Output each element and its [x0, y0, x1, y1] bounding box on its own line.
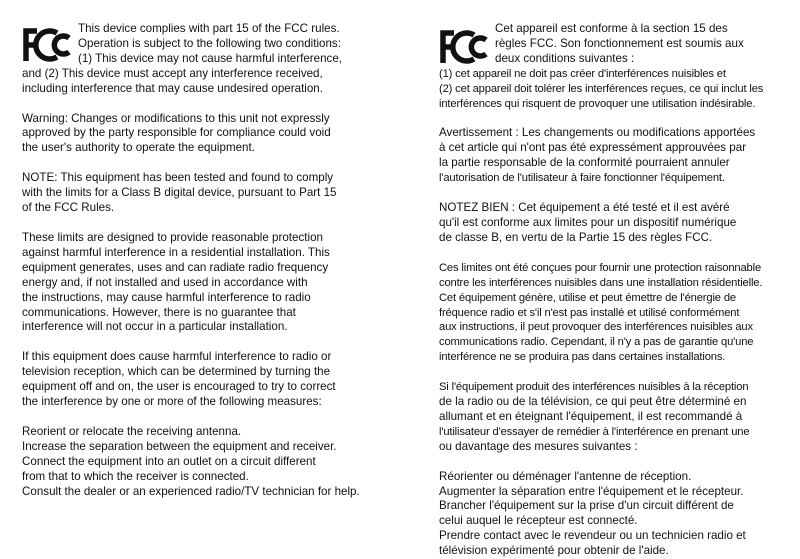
warning-line: approved by the party responsible for compliance could void — [22, 126, 331, 140]
note-line: NOTE: This equipment has been tested and found to comply — [22, 171, 334, 185]
limits-line: fréquence radio et s'il n'est pas installé et utilisé conformément — [439, 306, 740, 319]
limits-line: energy and, if not installed and used in accordance with — [22, 275, 308, 289]
measure-line: Increase the separation between the equipment and receiver. — [22, 439, 337, 453]
intro-line-3: deux conditions suivantes : — [495, 51, 635, 65]
intro-line-4: and (2) This device must accept any interference received, — [22, 66, 323, 80]
limits-line: the instructions, may cause harmful interference to radio — [22, 290, 311, 304]
fcc-logo-icon — [439, 28, 491, 66]
measure-line: Connect the equipment into an outlet on a circuit different — [22, 454, 316, 468]
if-harmful-line: Si l'équipement produit des interférences nuisibles à la réception — [439, 381, 749, 394]
limits-line: These limits are designed to provide reasonable protection — [22, 230, 323, 244]
english-column — [22, 22, 360, 499]
limits-line: Ces limites ont été conçues pour fournir une protection raisonnable — [439, 261, 762, 274]
measure-line: Prendre contact avec le revendeur ou un technicien radio et — [439, 529, 746, 543]
limits-line: against harmful interference in a residential installation. This — [22, 245, 330, 259]
limits-line: communications radio. Cependant, il n'y a pas de garantie qu'une — [439, 336, 754, 349]
if-harmful-line: de la radio ou de la télévision, ce qui peut être déterminé en — [439, 395, 747, 409]
intro-line-1: This device complies with part 15 of the FCC rules. — [78, 22, 340, 35]
limits-line: interférence ne se produira pas dans certaines installations. — [439, 351, 726, 364]
limits-line: Cet équipement génère, utilise et peut émettre de l'énergie de — [439, 291, 736, 304]
measure-line: Augmenter la séparation entre l'équipement et le récepteur. — [439, 484, 744, 498]
intro-line-6: interférences qui risquent de provoquer une utilisation indésirable. — [439, 97, 756, 110]
if-harmful-line: equipment off and on, the user is encouraged to try to correct — [22, 380, 336, 394]
intro-line-3: (1) This device may not cause harmful interference, — [78, 51, 342, 65]
note-line: NOTEZ BIEN : Cet équipement a été testé et il est avéré — [439, 201, 730, 215]
limits-line: equipment generates, uses and can radiate radio frequency — [22, 260, 329, 274]
limits-line: communications. However, there is no guarantee that — [22, 305, 296, 319]
limits-line: interference will not occur in a particular installation. — [22, 320, 288, 334]
note-line: de classe B, en vertu de la Partie 15 des règles FCC. — [439, 230, 713, 244]
measure-line: Réorienter ou déménager l'antenne de réception. — [439, 469, 692, 483]
note-line: with the limits for a Class B digital device, pursuant to Part 15 — [22, 186, 337, 200]
measure-line: Reorient or relocate the receiving antenna. — [22, 424, 242, 438]
limits-line: aux instructions, il peut provoquer des interférences nuisibles aux — [439, 321, 753, 334]
intro-line-4: (1) cet appareil ne doit pas créer d'interférences nuisibles et — [439, 67, 726, 80]
if-harmful-line: l'utilisateur d'essayer de remédier à l'interférence en prenant une — [439, 425, 750, 438]
note-line: qu'il est conforme aux limites pour un dispositif numérique — [439, 215, 737, 229]
measure-line: télévision expérimenté pour obtenir de l'aide. — [439, 544, 669, 558]
fcc-logo-icon — [22, 26, 74, 64]
warning-line: l'autorisation de l'utilisateur à faire fonctionner l'équipement. — [439, 172, 725, 185]
if-harmful-line: ou davantage des mesures suivantes : — [439, 439, 638, 453]
intro-line-5: (2) cet appareil doit tolérer les interférences reçues, ce qui inclut les — [439, 82, 764, 95]
warning-line: à cet article qui n'ont pas été expressément approuvées par — [439, 141, 747, 155]
if-harmful-line: the interference by one or more of the following measures: — [22, 395, 322, 409]
measure-line: Consult the dealer or an experienced radio/TV technician for help. — [22, 484, 360, 498]
if-harmful-line: television reception, which can be determined by turning the — [22, 365, 331, 379]
warning-line: the user's authority to operate the equipment. — [22, 141, 255, 155]
measure-line: Brancher l'équipement sur la prise d'un circuit différent de — [439, 499, 734, 513]
if-harmful-line: If this equipment does cause harmful interference to radio or — [22, 350, 332, 364]
warning-line: Avertissement : Les changements ou modifications apportées — [439, 126, 756, 140]
measure-line: celui auquel le récepteur est connecté. — [439, 514, 638, 528]
intro-line-2: règles FCC. Son fonctionnement est soumis aux — [495, 36, 744, 50]
warning-line: la partie responsable de la conformité pourraient annuler — [439, 156, 730, 170]
note-line: of the FCC Rules. — [22, 201, 115, 215]
warning-line: Warning: Changes or modifications to this unit not expressly — [22, 111, 330, 125]
intro-line-1: Cet appareil est conforme à la section 15 des — [495, 22, 728, 35]
measure-line: from that to which the receiver is connected. — [22, 469, 249, 483]
french-column — [439, 22, 777, 559]
limits-line: contre les interférences nuisibles dans une installation résidentielle. — [439, 276, 763, 289]
if-harmful-line: allumant et en éteignant l'équipement, il est recommandé à — [439, 409, 743, 423]
intro-line-5: including interference that may cause undesired operation. — [22, 81, 323, 95]
intro-line-2: Operation is subject to the following two conditions: — [78, 36, 341, 50]
